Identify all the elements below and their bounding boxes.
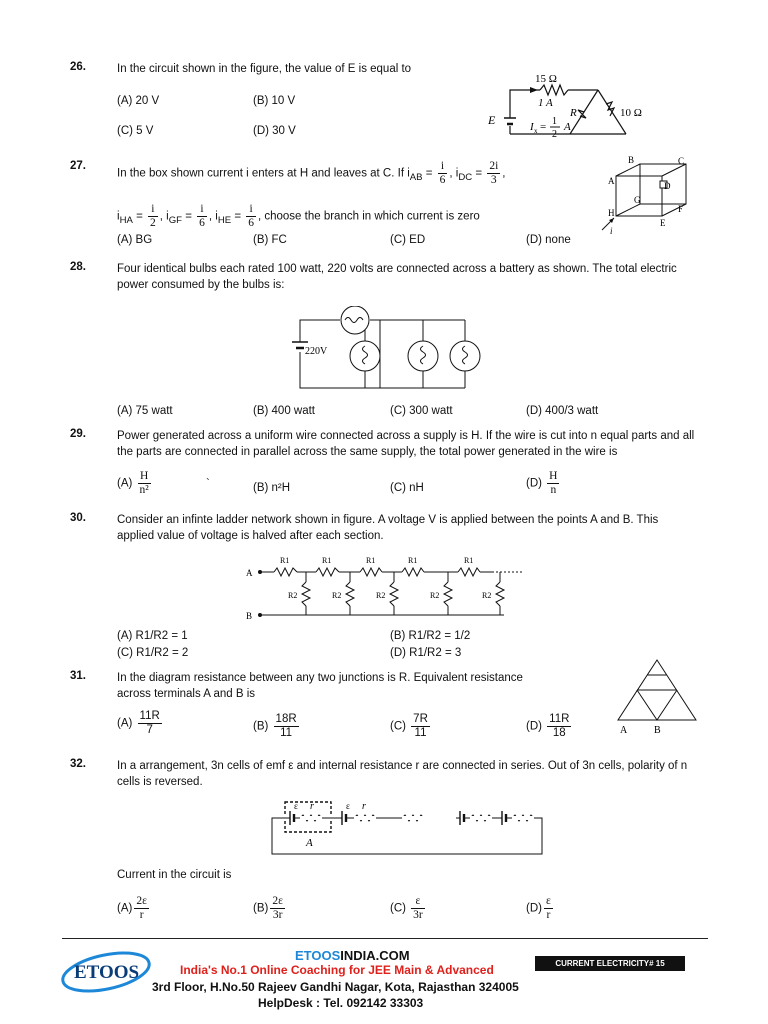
option-b: (B) $\frac{18R}{11}$: [253, 713, 297, 739]
fig-label: A: [620, 725, 628, 736]
fig-label: R2: [288, 591, 298, 600]
fig-label: A: [246, 568, 253, 578]
fig-label: 2: [552, 129, 557, 140]
option-b: (B) $\frac{2\varepsilon}{3r}$: [253, 895, 283, 921]
footer-divider: [62, 938, 708, 939]
fig-label: R2: [376, 591, 386, 600]
triangle-figure: [612, 656, 702, 738]
question-subtext: Current in the circuit is: [117, 869, 232, 881]
tick-mark: `: [206, 478, 210, 490]
option-d: (D) 400/3 watt: [526, 405, 599, 417]
cube-figure: [600, 156, 700, 236]
fig-label: A: [608, 176, 615, 186]
option-c: (C) ED: [390, 234, 426, 246]
option-a: (A) 75 watt: [117, 405, 173, 417]
footer-brand[interactable]: ETOOSINDIA.COM: [295, 948, 410, 963]
fig-label: B: [246, 611, 253, 621]
option-c: (C) $\frac{7R}{11}$: [390, 713, 428, 739]
fig-label: G: [634, 195, 641, 205]
option-b: (B) 400 watt: [253, 405, 315, 417]
option-c: (C) nH: [390, 482, 424, 494]
fig-label: I: [530, 121, 534, 133]
fig-label: i: [610, 226, 613, 236]
option-d: (D) $\frac{H}{n}$: [526, 470, 558, 496]
question-text: Power generated across a uniform wire connected across a supply is H. If the wire is cut into n equal parts and all the parts are connected in parallel across the same supply, the total power generated in the wire is: [117, 430, 695, 458]
fig-label: ε: [294, 801, 298, 811]
option-d: (D) $\frac{11R}{18}$: [526, 713, 570, 739]
question-number: 32.: [70, 758, 86, 770]
option-a: (A) $\frac{2\varepsilon}{r}$: [117, 895, 147, 921]
fig-label: 1 A: [538, 97, 553, 109]
fig-label: E: [488, 113, 496, 127]
option-c: (C) 5 V: [117, 125, 154, 137]
ladder-figure: [244, 548, 524, 624]
etoos-logo: [58, 948, 158, 994]
fig-label: x: [534, 127, 538, 135]
question-text: In a arrangement, 3n cells of emf ε and internal resistance r are connected in series. Out of 3n cells, polarity of n cells is reversed.: [117, 760, 688, 788]
fig-label: R1: [408, 556, 418, 565]
fig-label: R1: [280, 556, 290, 565]
fig-label: 10 Ω: [620, 107, 642, 119]
question-number: 29.: [70, 428, 86, 440]
fig-label: H: [608, 208, 615, 218]
circuit-figure: [480, 68, 660, 148]
fig-label: ε: [346, 801, 350, 811]
fig-label: E: [660, 218, 666, 228]
question-number: 26.: [70, 61, 86, 73]
bulb-circuit-figure: [285, 306, 485, 392]
cells-circuit-figure: [270, 798, 545, 856]
fig-label: R2: [332, 591, 342, 600]
fig-label: D: [664, 181, 671, 191]
option-d: (D) R1/R2 = 3: [390, 647, 462, 659]
option-c: (C) 300 watt: [390, 405, 453, 417]
logo-text: ETOOS: [74, 962, 140, 983]
question-text-cont: $i_{HA}$ = $\frac{i}{2}$ , $i_{GF}$ = $\frac{i}{6}$ , $i_{HE}$ = $\frac{i}{6}$ , choose the branch in which current is zero: [117, 203, 480, 229]
question-number: 27.: [70, 160, 86, 172]
fig-label: 1: [552, 116, 557, 127]
option-b: (B) 10 V: [253, 95, 296, 107]
option-a: (A) $\frac{11R}{7}$: [117, 710, 160, 736]
question-text: Four identical bulbs each rated 100 watt, 220 volts are connected across a battery as shown. The total electric power consumed by the bulbs is:: [117, 263, 677, 291]
fig-label: R1: [366, 556, 376, 565]
fig-label: R1: [464, 556, 474, 565]
fig-label: r: [310, 801, 314, 812]
fig-label: R2: [482, 591, 492, 600]
fig-label: A: [306, 837, 313, 849]
footer-address: 3rd Floor, H.No.50 Rajeev Gandhi Nagar, Kota, Rajasthan 324005: [152, 980, 519, 994]
option-c: (C) R1/R2 = 2: [117, 647, 189, 659]
fig-label: R1: [322, 556, 332, 565]
fig-label: R2: [430, 591, 440, 600]
fig-label: B: [628, 156, 635, 165]
question-text: In the diagram resistance between any two junctions is R. Equivalent resistance across terminals A and B is: [117, 672, 523, 700]
fig-label: 220V: [305, 346, 328, 357]
question-number: 28.: [70, 261, 86, 273]
svg-text:=: =: [540, 121, 547, 133]
question-text: In the circuit shown in the figure, the value of E is equal to: [117, 63, 412, 75]
option-b: (B) FC: [253, 234, 287, 246]
option-b: (B) n²H: [253, 482, 291, 494]
question-number: 30.: [70, 512, 86, 524]
option-c: (C) $\frac{\varepsilon}{3r}$: [390, 895, 423, 921]
question-text: In the box shown current i enters at H and leaves at C. If $i_{AB}$ = $\frac{i}{6}$ , $i_{DC}$ = $\frac{2i}{3}$ ,: [117, 160, 506, 186]
footer-helpdesk: HelpDesk : Tel. 092142 33303: [258, 996, 424, 1010]
option-a: (A) BG: [117, 234, 153, 246]
fig-label: C: [678, 156, 685, 166]
fig-label: r: [362, 801, 366, 812]
option-a: (A) 20 V: [117, 95, 160, 107]
fig-label: 15 Ω: [535, 73, 557, 85]
option-d: (D) none: [526, 234, 571, 246]
option-b: (B) R1/R2 = 1/2: [390, 630, 471, 642]
fig-label: B: [654, 725, 661, 736]
option-d: (D) $\frac{\varepsilon}{r}$: [526, 895, 551, 921]
question-number: 31.: [70, 670, 86, 682]
chapter-badge: CURRENT ELECTRICITY# 15: [535, 956, 685, 971]
option-a: (A) R1/R2 = 1: [117, 630, 188, 642]
option-a: (A) $\frac{H}{\text{n²}}$: [117, 470, 149, 496]
fig-label: A: [564, 121, 571, 133]
fig-label: R: [570, 107, 577, 119]
option-d: (D) 30 V: [253, 125, 296, 137]
footer-tagline: India's No.1 Online Coaching for JEE Main & Advanced: [180, 963, 494, 977]
question-text: Consider an infinte ladder network shown in figure. A voltage V is applied between the points A and B. This applied value of voltage is halved after each section.: [117, 514, 659, 542]
fig-label: F: [678, 204, 684, 214]
